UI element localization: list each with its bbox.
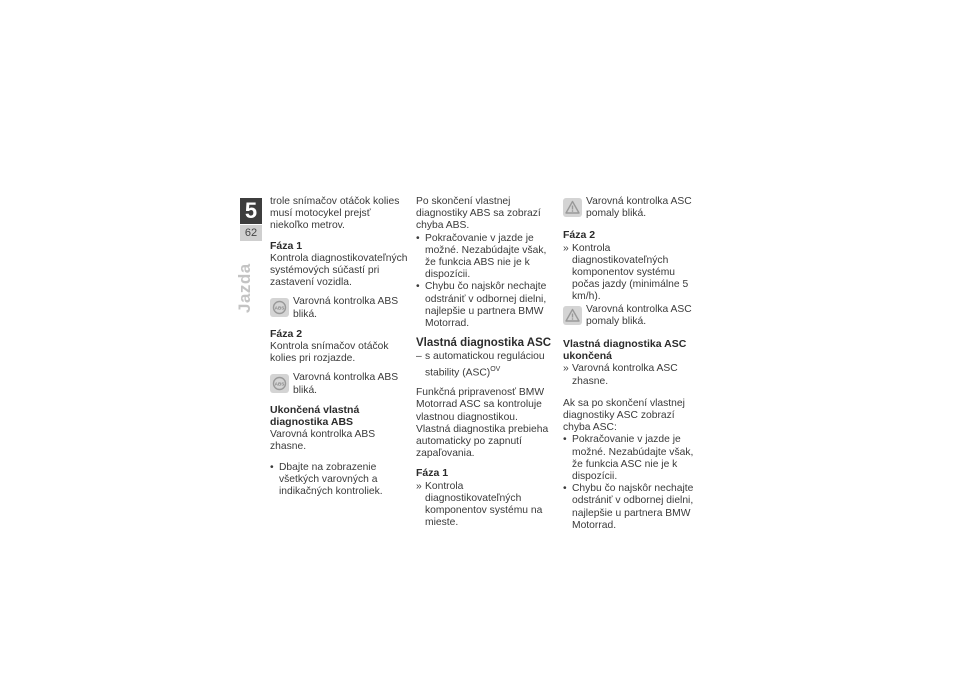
page-number: 62 [240, 225, 262, 241]
heading-asc-diagnostics: Vlastná diagnostika ASC [416, 337, 552, 350]
asc-item-text: s automatickou reguláciou stability (ASC) [425, 351, 545, 379]
list-item [563, 363, 699, 387]
arrow-marker: » [416, 480, 422, 492]
list-item-text [425, 351, 552, 379]
column-2 [416, 196, 552, 530]
svg-text:ABS: ABS [274, 381, 285, 387]
abs-warning-icon [270, 374, 289, 393]
list-item-text: Chybu čo najskôr nechajte odstrániť v odbornej dielni, najlepšie u partnera BMW Motorrad. [425, 281, 547, 330]
list-item [563, 243, 699, 304]
list-item-text: Varovná kontrolka ASC zhasne. [572, 363, 678, 387]
list-item-text: Kontrola diagnostikovateľných komponentov systému počas jazdy (minimálne 5 km/h). [572, 242, 689, 303]
list-item [563, 483, 699, 532]
svg-text:ABS: ABS [274, 305, 285, 311]
bullet-marker: • [563, 483, 567, 495]
abs-warning-icon [270, 298, 289, 317]
heading-phase-1: Fáza 1 [270, 239, 303, 252]
column-3 [563, 196, 699, 532]
column-1 [270, 196, 408, 498]
list-item-text: Chybu čo najskôr nechajte odstrániť v odbornej dielni, najlepšie u partnera BMW Motorrad. [572, 483, 694, 531]
bullet-marker: • [416, 232, 420, 244]
paragraph: Varovná kontrolka ABS zhasne. [270, 429, 376, 453]
list-item-text: Pokračovanie v jazde je možné. Nezabúdajte však, že funkcia ASC nie je k dispozícii. [572, 434, 694, 483]
bullet-marker: • [563, 434, 567, 446]
heading-asc-end: Vlastná diagnostika ASC ukončená [563, 338, 687, 363]
warning-text: Varovná kontrolka ASC pomaly bliká. [586, 196, 692, 220]
paragraph: Kontrola diagnostikovateľných systémových súčastí pri zastavení vozidla. [270, 252, 408, 289]
heading-abs-end: Ukončená vlastná diagnostika ABS [270, 403, 360, 429]
list-item [416, 351, 552, 379]
list-item [416, 233, 552, 282]
list-item [563, 434, 699, 483]
warning-text: Varovná kontrolka ABS bliká. [293, 372, 399, 396]
asc-warning-icon [563, 306, 582, 325]
warning-note [563, 196, 699, 220]
warning-text: Varovná kontrolka ASC pomaly bliká. [586, 303, 692, 327]
arrow-marker: » [563, 242, 569, 254]
heading-phase-1: Fáza 1 [416, 467, 449, 480]
chapter-number: 5 [240, 198, 262, 224]
paragraph: Ak sa po skončení vlastnej diagnostiky ASC zobrazí chyba ASC: [563, 397, 685, 434]
warning-note [563, 304, 699, 328]
asc-warning-icon [563, 198, 582, 217]
warning-note [270, 296, 408, 320]
list-item [416, 481, 552, 530]
list-item [416, 281, 552, 330]
paragraph: Funkčná pripravenosť BMW Motorrad ASC sa kontroluje vlastnou diagnostikou. Vlastná diagnostika prebieha automaticky po zapnutí zapaľovania. [416, 387, 549, 460]
paragraph: Kontrola snímačov otáčok kolies pri rozjazde. [270, 341, 389, 365]
chapter-title: Jazda [235, 263, 254, 313]
warning-text: Varovná kontrolka ABS bliká. [293, 296, 399, 320]
paragraph: Po skončení vlastnej diagnostiky ABS sa zobrazí chyba ABS. [416, 196, 541, 232]
warning-note [270, 372, 408, 396]
paragraph: trole snímačov otáčok kolies musí motocykel prejsť niekoľko metrov. [270, 196, 400, 232]
list-item-text: Kontrola diagnostikovateľných komponentov systému na mieste. [425, 480, 543, 529]
arrow-marker: » [563, 363, 569, 375]
list-item-text: Dbajte na zobrazenie všetkých varovných a indikačných kontroliek. [279, 461, 383, 498]
bullet-marker: • [416, 281, 420, 293]
option-superscript: OV [490, 365, 501, 373]
list-item [270, 462, 408, 499]
heading-phase-2: Fáza 2 [563, 229, 596, 242]
dash-marker: – [416, 351, 422, 363]
heading-phase-2: Fáza 2 [270, 327, 303, 340]
list-item-text: Pokračovanie v jazde je možné. Nezabúdajte však, že funkcia ABS nie je k dispozícii. [425, 232, 547, 281]
bullet-marker: • [270, 461, 274, 473]
